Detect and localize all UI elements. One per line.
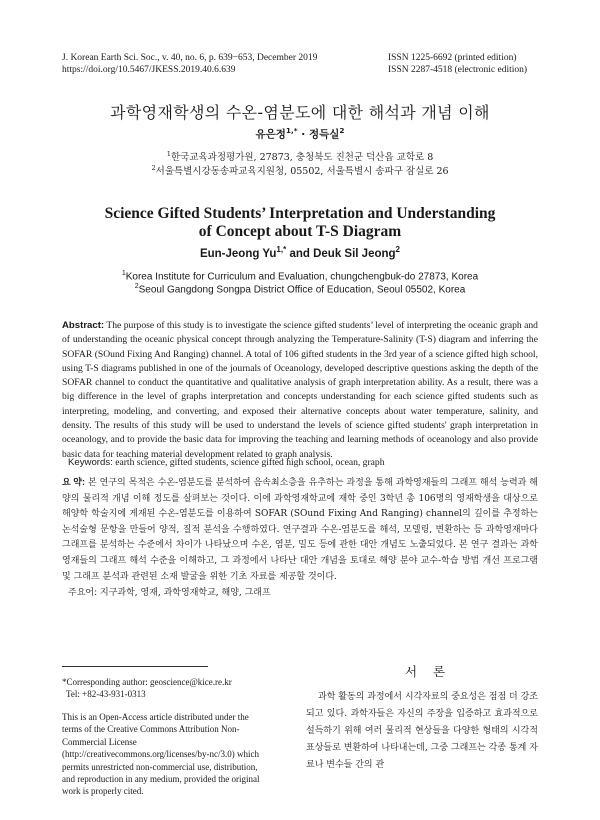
abstract-text: The purpose of this study is to investigate the science gifted students’ level of interpreting the oceanic graph and of understanding the oceanic physical concept through analyzing the Temperature-Salinity (T-S) diagram and inferring the SOFAR (SOund Fixing And Ranging) channel. A total of 106 gifted students in the 3rd year of a science gifted high school, using T-S diagrams published in one of the journals of Oceanology, developed descriptive questions asking the depth of the SOFAR channel to conduct the quantitative and qualitative analysis of graph interpretation ability. As a result, there was a big difference in the level of graphs interpretation and concepts understanding for each science gifted students such as interpreting, modeling, and converting, and exposed their alternative concepts about water temperature, salinity, and density. The results of this study will be used to understand the levels of science gifted students' graph interpretation in oceanology, and to provide the basic data for improving the teaching and learning methods of oceanology and also provide basic data for teaching material development related to graph analysis. [62, 320, 538, 460]
running-header-left [62, 52, 317, 76]
english-authors: Eun-Jeong $Yu^{1,*}$ and Deuk Sil Jeong$^2$ [199, 245, 401, 260]
telephone: Tel: +82-43-931-0313 [66, 689, 146, 699]
footnote-divider [62, 666, 208, 667]
korean-keywords-label: 주요어: [68, 588, 98, 598]
running-header-right [388, 52, 527, 76]
english-title-line-1: Science Gifted Students’ Interpretation and Understanding [104, 205, 496, 222]
abstract-label: Abstract: [62, 320, 105, 331]
issn-print: ISSN 1225-6692 (printed edition) [388, 53, 517, 63]
korean-abstract [62, 475, 538, 585]
korean-abstract-label: 요 약: [62, 477, 85, 487]
korean-abstract-text: 본 연구의 목적은 수온-염분도를 분석하여 음속최소층을 유추하는 과정을 통해 과학영재들의 그래프 해석 능력과 해양의 물리적 개념 이해 정도를 살펴보는 것이다. 이에 과학영재학교에 재학 중인 3학년 총 106명의 영재학생을 대상으로 해양학 학술지에 게재된 수온-염분도를 이용하여 SOFAR (SOund Fixing And Ranging) channel의 깊이를 추정하는 논석술형 문항을 만들어 양적, 질적 분석을 수행하였다. 연구결과 수온-염분도를 해석, 모델링, 변환하는 등 과학영재마다 그래프를 분석하는 수준에서 차이가 나타났으며 수온, 염분, 밀도 등에 관한 대안 개념도 노출되었다. 본 연구 결과는 과학영재들의 그래프 해석 수준을 이해하고, 그 과정에서 나타난 대안 개념을 토대로 해양 분야 교수-학습 방법 개선 프로그램 및 그래프 분석과 관련된 소재 발굴을 위한 기초 자료를 제공할 것이다. [62, 478, 538, 582]
korean-affiliation-1: $^1$한국교육과정평가원, 27873, 충청북도 진천군 덕산읍 교학로 8 [166, 150, 434, 164]
introduction-text: 과학 활동의 과정에서 시각자료의 중요성은 점점 더 강조되고 있다. 과학자들은 자신의 주장을 입증하고 효과적으로 설득하기 위해 여러 물리적 현상들을 다양한 형태의 시각적 표상들로 변환하여 나타내는데, 그중 그래프는 각종 통계 자료나 변수들 간의 관 [306, 692, 538, 770]
english-title-line-2: of Concept about T-S Diagram [198, 223, 402, 240]
keywords [68, 457, 538, 468]
journal-citation: J. Korean Earth Sci. Soc., v. 40, no. 6, p. 639−653, December 2019 [62, 53, 318, 63]
english-affiliation-1: $^1$Korea Institute for Curriculum and Evaluation, chungchengbuk-do 27873, Korea [121, 270, 479, 283]
corresponding-author: *Corresponding author: geoscience@kice.re.kr [62, 677, 232, 687]
keywords-text: earth science, gifted students, science gifted high school, ocean, graph [115, 457, 385, 468]
issn-electronic: ISSN 2287-4518 (electronic edition) [388, 65, 528, 75]
korean-authors: 유은정$^{1,*}$ · 정득실$^2$ [255, 126, 345, 141]
keywords-label: Keywords: [68, 457, 113, 468]
abstract [62, 319, 538, 462]
license-note: This is an Open-Access article distributed under the terms of the Creative Commons Attribution Non-Commercial License (http://creativecommons.org/licenses/by-nc/3.0) which permits unrestricted non-commercial use, distribution, and reproduction in any medium, provided the original work is properly cited. [62, 712, 260, 797]
korean-affiliation-2: $^2$서울특별시강동송파교육지원청, 05502, 서울특별시 송파구 잠실로 26 [151, 164, 449, 178]
korean-title: 과학영재학생의 수온-염분도에 대한 해석과 개념 이해 [110, 103, 490, 122]
section-heading-introduction: 서 론 [404, 664, 452, 679]
korean-keywords [68, 585, 538, 598]
doi-text: https://doi.org/10.5467/JKESS.2019.40.6.639 [62, 65, 236, 75]
korean-keywords-text: 지구과학, 영재, 과학영재학교, 해양, 그래프 [100, 588, 271, 598]
english-affiliation-2: $^2$Seoul Gangdong Songpa District Office of Education, Seoul 05502, Korea [134, 283, 466, 296]
english-title [0, 205, 600, 241]
